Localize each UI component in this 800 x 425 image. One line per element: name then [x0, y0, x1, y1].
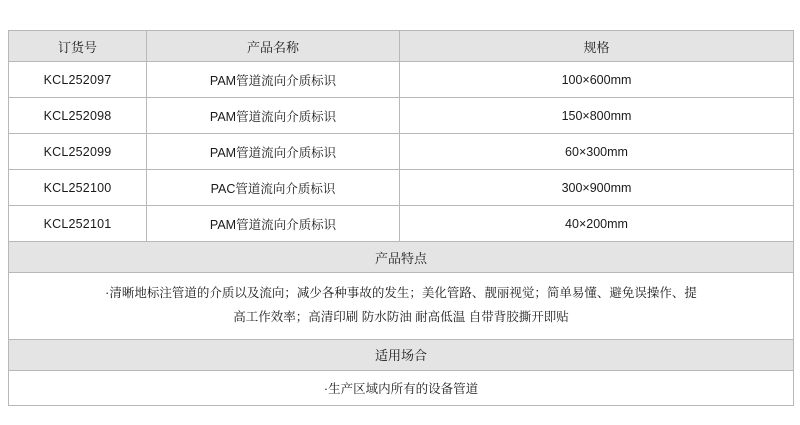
- table-row: [9, 62, 794, 98]
- product-spec-table: [8, 30, 794, 406]
- section-title-usage: 适用场合: [9, 339, 794, 370]
- cell-code: KCL252101: [9, 206, 147, 242]
- cell-code: KCL252098: [9, 98, 147, 134]
- cell-spec: 40×200mm: [400, 206, 794, 242]
- cell-spec: 150×800mm: [400, 98, 794, 134]
- section-body-row-features: [9, 273, 794, 340]
- cell-spec: 100×600mm: [400, 62, 794, 98]
- table-row: [9, 134, 794, 170]
- cell-name: PAM管道流向介质标识: [147, 98, 400, 134]
- cell-spec: 60×300mm: [400, 134, 794, 170]
- column-header-code: 订货号: [9, 31, 147, 62]
- section-title-features: 产品特点: [9, 242, 794, 273]
- section-body-row-usage: [9, 370, 794, 405]
- cell-spec: 300×900mm: [400, 170, 794, 206]
- cell-name: PAM管道流向介质标识: [147, 62, 400, 98]
- features-line-1: ·清晰地标注管道的介质以及流向；减少各种事故的发生；美化管路、靓丽视觉；简单易懂、避免误操作、提: [105, 286, 697, 300]
- cell-code: KCL252099: [9, 134, 147, 170]
- section-body-usage: ·生产区域内所有的设备管道: [9, 370, 794, 405]
- table-row: [9, 98, 794, 134]
- table-header-row: [9, 31, 794, 62]
- features-line-2: 高工作效率；高清印刷 防水防油 耐高低温 自带背胶撕开即贴: [233, 309, 569, 324]
- cell-code: KCL252100: [9, 170, 147, 206]
- cell-name: PAM管道流向介质标识: [147, 206, 400, 242]
- column-header-spec: 规格: [400, 31, 794, 62]
- cell-name: PAM管道流向介质标识: [147, 134, 400, 170]
- table-row: [9, 206, 794, 242]
- section-title-row-usage: [9, 339, 794, 370]
- table-row: [9, 170, 794, 206]
- section-body-features: [9, 273, 794, 340]
- section-title-row-features: [9, 242, 794, 273]
- column-header-name: 产品名称: [147, 31, 400, 62]
- cell-name: PAC管道流向介质标识: [147, 170, 400, 206]
- cell-code: KCL252097: [9, 62, 147, 98]
